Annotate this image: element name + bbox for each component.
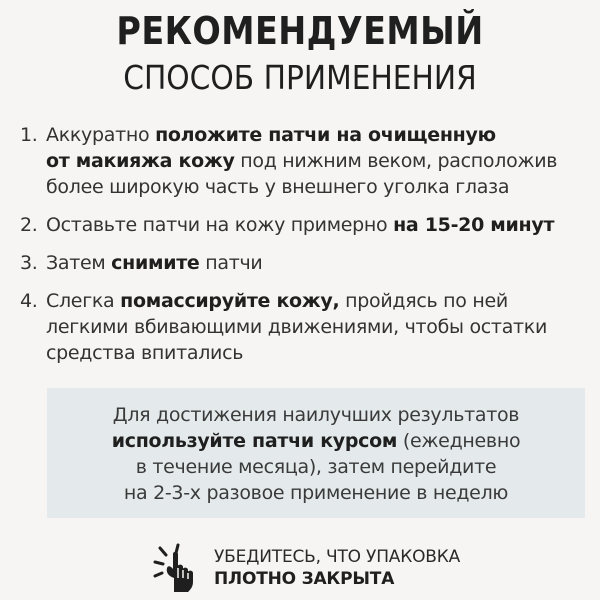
step-text-plain: Слегка: [46, 290, 121, 312]
step-text: [46, 122, 590, 200]
step-text: [46, 288, 590, 366]
step-3: [20, 250, 590, 276]
tip-line-3: в течение месяца), затем перейдите: [135, 456, 497, 478]
step-text-bold: помассируйте кожу,: [120, 290, 340, 312]
step-text-plain: патчи: [199, 252, 263, 274]
step-text-plain: Затем: [46, 252, 112, 274]
tip-line-1: Для достижения наилучших результатов: [112, 404, 520, 426]
step-number: 1.: [20, 124, 38, 146]
step-text-plain: Оставьте патчи на кожу примерно: [46, 214, 394, 236]
page-title: [0, 6, 600, 100]
step-text-plain: средства впитались: [46, 342, 244, 364]
step-text-bold: от макияжа кожу: [46, 150, 235, 172]
step-1: [20, 122, 590, 200]
tip-line-2-plain: (ежедневно: [397, 430, 521, 452]
hand-gesture-icon: [152, 542, 202, 594]
step-2: [20, 212, 590, 238]
tip-line-2-bold: используйте патчи курсом: [111, 430, 398, 452]
reminder-line-1: УБЕДИТЕСЬ, ЧТО УПАКОВКА: [214, 547, 461, 567]
step-text-bold: снимите: [111, 252, 200, 274]
step-text: [46, 212, 590, 238]
step-text-bold: на 15-20 минут: [393, 214, 555, 236]
packaging-reminder: [152, 542, 460, 594]
step-text: [46, 250, 590, 276]
step-4: [20, 288, 590, 366]
step-text-plain: более широкую часть у внешнего уголка глаза: [46, 176, 510, 198]
step-text-bold: положите патчи на очищенную: [155, 124, 496, 146]
step-number: 2.: [20, 214, 38, 236]
step-text-plain: легкими вбивающими движениями, чтобы остатки: [46, 316, 548, 338]
step-text-plain: пройдясь по ней: [339, 290, 508, 312]
reminder-line-2: ПЛОТНО ЗАКРЫТА: [214, 569, 395, 589]
title-line-1: РЕКОМЕНДУЕМЫЙ: [116, 9, 484, 53]
tip-line-4: на 2-3-х разовое применение в неделю: [123, 482, 509, 504]
tip-box: [47, 388, 585, 518]
step-number: 3.: [20, 252, 38, 274]
reminder-text: [214, 546, 460, 590]
instruction-steps: [20, 122, 590, 378]
step-text-plain: Аккуратно: [46, 124, 156, 146]
step-text-plain: под нижним веком, расположив: [234, 150, 558, 172]
title-line-2: СПОСОБ ПРИМЕНЕНИЯ: [123, 58, 477, 97]
step-number: 4.: [20, 290, 38, 312]
